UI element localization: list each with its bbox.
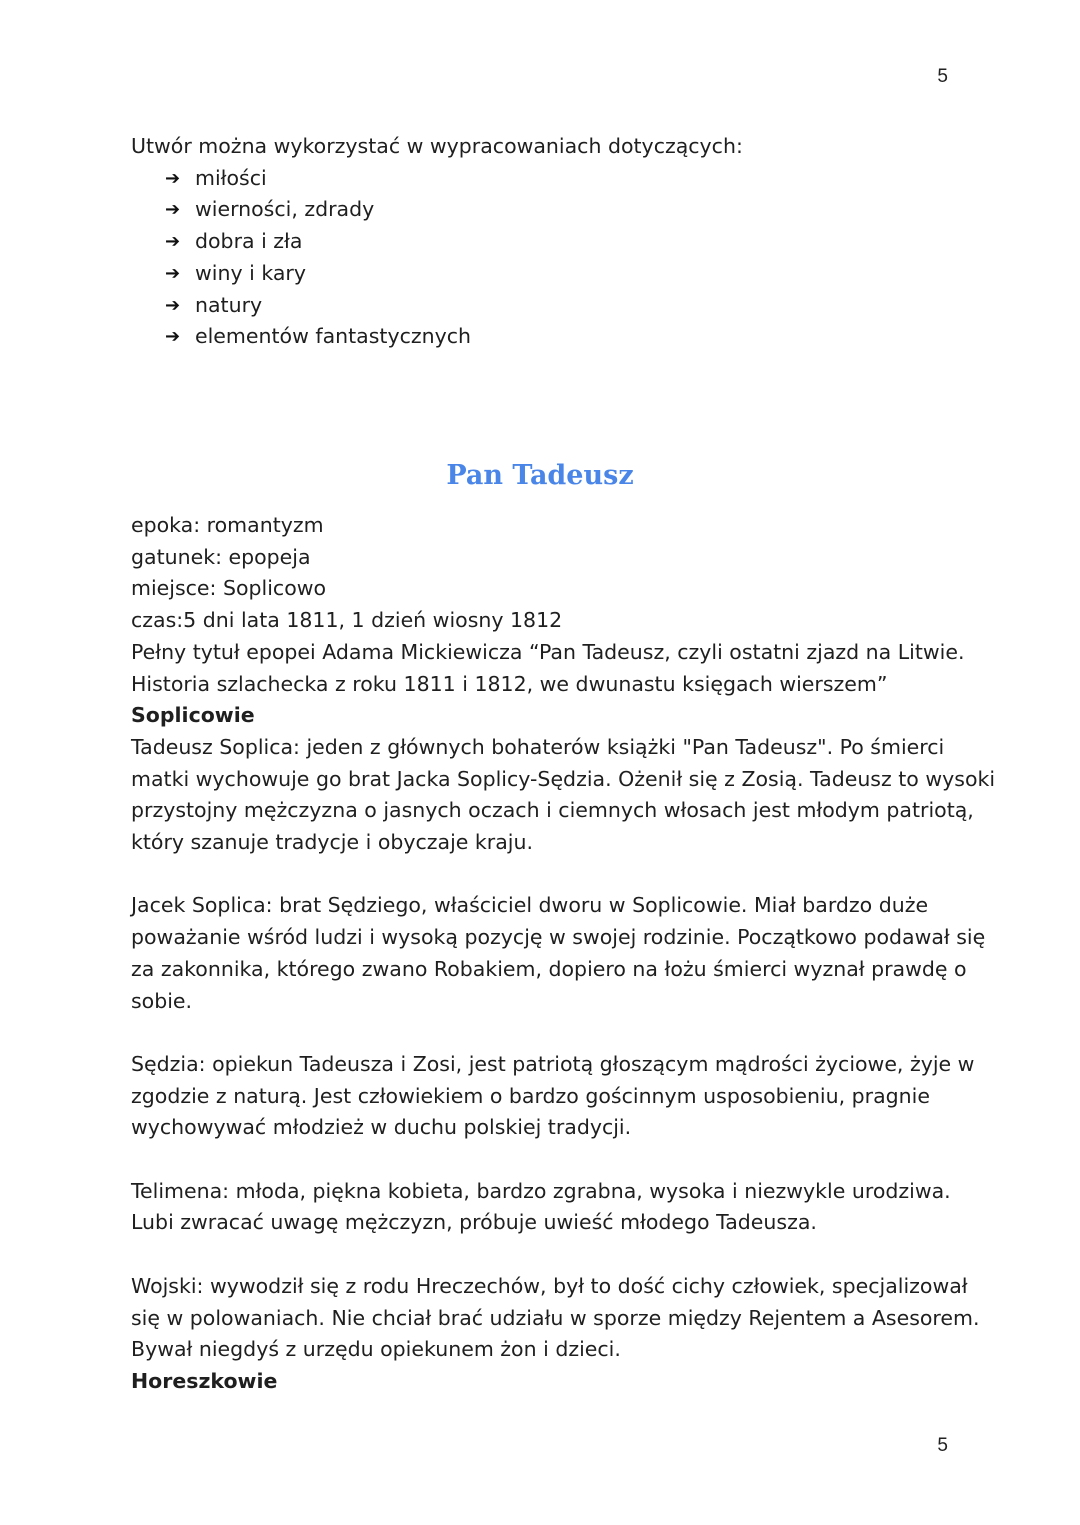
full-title-line: Pełny tytuł epopei Adama Mickiewicza “Pan Tadeusz, czyli ostatni zjazd na Litwie. xyxy=(131,639,965,664)
intro-block xyxy=(131,131,961,353)
topic-list xyxy=(131,163,961,353)
list-item: ➔ elementów fantastycznych xyxy=(165,321,961,353)
group-heading-horeszkowie: Horeszkowie xyxy=(131,1368,278,1393)
section-body xyxy=(131,510,996,1398)
arrow-right-icon: ➔ xyxy=(165,199,181,221)
arrow-right-icon: ➔ xyxy=(165,262,181,284)
character-sedzia: Sędzia: opiekun Tadeusza i Zosi, jest patriotą głoszącym mądrości życiowe, żyje w zgodzie z naturą. Jest człowiekiem o bardzo gościnnym usposobieniu, pragnie wychowywać młodzież w duchu polskiej tradycji. xyxy=(131,1051,975,1140)
character-telimena: Telimena: młoda, piękna kobieta, bardzo zgrabna, wysoka i niezwykle urodziwa. Lubi zwracać uwagę mężczyzn, próbuje uwieść młodego Tadeusza. xyxy=(131,1178,951,1235)
arrow-right-icon: ➔ xyxy=(165,231,181,253)
full-title-line: Historia szlachecka z roku 1811 i 1812, we dwunastu księgach wierszem” xyxy=(131,671,888,696)
arrow-right-icon: ➔ xyxy=(165,167,181,189)
arrow-right-icon: ➔ xyxy=(165,294,181,316)
group-heading-soplicowie: Soplicowie xyxy=(131,703,255,728)
character-jacek: Jacek Soplica: brat Sędziego, właściciel dworu w Soplicowie. Miał bardzo duże poważanie wśród ludzi i wysoką pozycję w swojej rodzinie. Początkowo podawał się za zakonnika, którego zwano Robakiem, dopiero na łożu śmierci wyznał prawdę o sobie. xyxy=(131,893,986,1013)
section-title: Pan Tadeusz xyxy=(446,460,634,491)
character-wojski: Wojski: wywodził się z rodu Hreczechów, był to dość cichy człowiek, specjalizował się w polowaniach. Nie chciał brać udziału w sporze między Rejentem a Asesorem. Bywał niegdyś z urzędu opiekunem żon i dzieci. xyxy=(131,1273,980,1362)
character-tadeusz: Tadeusz Soplica: jeden z głównych bohaterów książki "Pan Tadeusz". Po śmierci matki wychowuje go brat Jacka Soplicy-Sędzia. Ożenił się z Zosią. Tadeusz to wysoki przystojny mężczyzna o jasnych oczach i ciemnych włosach jest młodym patriotą, który szanuje tradycje i obyczaje kraju. xyxy=(131,734,996,855)
list-item: ➔ winy i kary xyxy=(165,258,961,290)
fact-line: gatunek: epopeja xyxy=(131,544,311,569)
list-item: ➔ dobra i zła xyxy=(165,226,961,258)
fact-line: epoka: romantyzm xyxy=(131,513,324,537)
page-number-top: 5 xyxy=(937,66,948,87)
list-item: ➔ miłości xyxy=(165,163,961,195)
list-item: ➔ natury xyxy=(165,290,961,322)
page-number-bottom: 5 xyxy=(937,1435,948,1456)
list-item: ➔ wierności, zdrady xyxy=(165,194,961,226)
fact-line: miejsce: Soplicowo xyxy=(131,576,327,601)
intro-heading: Utwór można wykorzystać w wypracowaniach dotyczących: xyxy=(131,134,743,158)
arrow-right-icon: ➔ xyxy=(165,326,181,348)
fact-line: czas:5 dni lata 1811, 1 dzień wiosny 1812 xyxy=(131,608,563,633)
